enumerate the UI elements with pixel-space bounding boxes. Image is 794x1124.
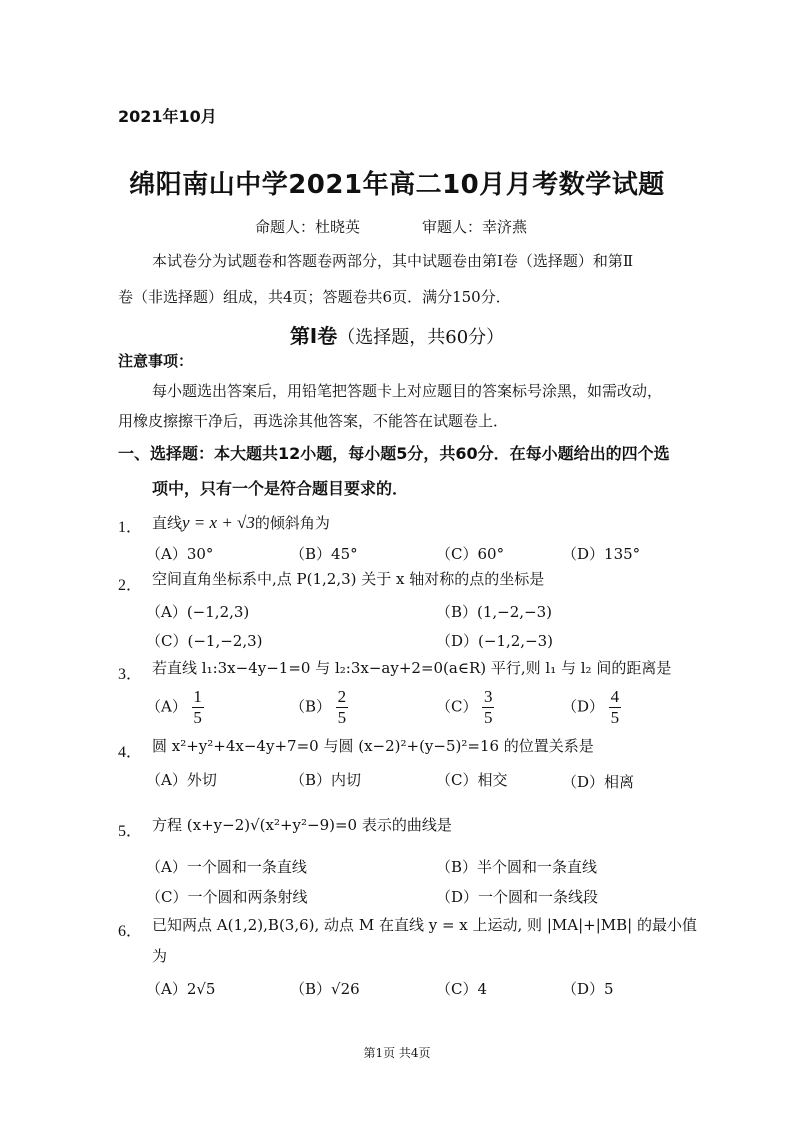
q2-number: 2． <box>118 577 143 594</box>
section-heading-rest: （选择题，共60分） <box>337 327 505 348</box>
section-heading-bold: 第Ⅰ卷 <box>289 324 338 348</box>
q5-option-b: （B）半个圆和一条直线 <box>436 858 598 876</box>
q3-option-a <box>146 688 204 727</box>
q4-number: 4． <box>118 744 143 761</box>
q3-option-c-label: （C） <box>436 697 478 716</box>
notes-line-2: 用橡皮擦擦干净后，再选涂其他答案，不能答在试题卷上． <box>118 412 509 430</box>
q1-stem-pre: 直线 <box>152 514 183 532</box>
intro-line-2: 卷（非选择题）组成，共4页；答题卷共6页．满分150分． <box>118 288 511 306</box>
q2-option-a: （A）(−1,2,3) <box>146 603 250 621</box>
q1-stem <box>152 514 330 531</box>
q1-option-c: （C）60° <box>436 545 505 563</box>
exam-date: 2021年10月 <box>118 107 217 126</box>
q3-option-b-fraction: $\frac{2}{5}$ <box>337 687 347 727</box>
page-footer: 第1页 共4页 <box>363 1046 431 1060</box>
q6-number: 6． <box>118 923 143 940</box>
q4-option-a: （A）外切 <box>146 771 217 789</box>
q3-option-a-fraction: $\frac{1}{5}$ <box>193 687 202 727</box>
q3-option-d-label: （D） <box>562 697 605 716</box>
reviewer: 审题人：幸济燕 <box>422 218 528 236</box>
q1-option-a: （A）30° <box>146 545 214 563</box>
q3-option-b <box>290 688 348 727</box>
q5-option-c: （C）一个圆和两条射线 <box>146 888 308 906</box>
q6-stem: 已知两点 A(1,2),B(3,6), 动点 M 在直线 y = x 上运动, 则 |MA|+|MB| 的最小值 <box>152 916 697 934</box>
q3-number: 3． <box>118 666 143 683</box>
q6-stem-2: 为 <box>152 947 168 965</box>
setter: 命题人：杜晓英 <box>255 218 361 236</box>
q3-option-d <box>562 688 621 727</box>
q2-option-b: （B）(1,−2,−3) <box>436 603 553 621</box>
q3-option-c-fraction: $\frac{3}{5}$ <box>484 687 493 727</box>
intro-line-1: 本试卷分为试题卷和答题卷两部分，其中试题卷由第Ⅰ卷（选择题）和第Ⅱ <box>152 252 634 270</box>
q6-option-c: （C）4 <box>436 980 488 998</box>
q5-number: 5． <box>118 823 143 840</box>
q2-stem: 空间直角坐标系中,点 P(1,2,3) 关于 x 轴对称的点的坐标是 <box>152 570 545 588</box>
exam-title: 绵阳南山中学2021年高二10月月考数学试题 <box>129 170 665 200</box>
q3-option-c <box>436 688 494 727</box>
q1-number: 1． <box>118 519 143 536</box>
q6-option-d: （D）5 <box>562 980 614 998</box>
q3-stem: 若直线 l₁:3x−4y−1=0 与 l₂:3x−ay+2=0(a∈R) 平行,则 l₁ 与 l₂ 间的距离是 <box>152 659 672 677</box>
q5-option-a: （A）一个圆和一条直线 <box>146 858 307 876</box>
q4-option-d: （D）相离 <box>562 773 635 791</box>
q5-option-d: （D）一个圆和一条线段 <box>436 888 599 906</box>
q1-stem-post: 的倾斜角为 <box>254 514 330 532</box>
q6-option-b: （B）√26 <box>290 980 360 998</box>
part1-line-2: 项中，只有一个是符合题目要求的． <box>152 479 409 498</box>
q3-option-d-fraction: $\frac{4}{5}$ <box>610 687 620 727</box>
q1-option-d: （D）135° <box>562 545 641 563</box>
q5-stem: 方程 (x+y−2)√(x²+y²−9)=0 表示的曲线是 <box>152 816 452 834</box>
q4-option-c: （C）相交 <box>436 771 508 789</box>
q1-stem-expr: y = x + √3 <box>182 513 255 532</box>
q2-option-c: （C）(−1,−2,3) <box>146 632 263 650</box>
q3-option-a-label: （A） <box>146 697 187 716</box>
q6-option-a: （A）2√5 <box>146 980 216 998</box>
section-heading <box>0 320 794 349</box>
part1-line-1: 一、选择题：本大题共12小题，每小题5分，共60分．在每小题给出的四个选 <box>118 444 670 463</box>
notes-title: 注意事项： <box>118 352 194 370</box>
notes-line-1: 每小题选出答案后，用铅笔把答题卡上对应题目的答案标号涂黑，如需改动， <box>152 382 663 400</box>
q2-option-d: （D）(−1,2,−3) <box>436 632 554 650</box>
q1-option-b: （B）45° <box>290 545 358 563</box>
q3-option-b-label: （B） <box>290 697 332 716</box>
q4-stem: 圆 x²+y²+4x−4y+7=0 与圆 (x−2)²+(y−5)²=16 的位置关系是 <box>152 737 594 755</box>
authors-line <box>255 216 527 237</box>
q4-option-b: （B）内切 <box>290 771 362 789</box>
